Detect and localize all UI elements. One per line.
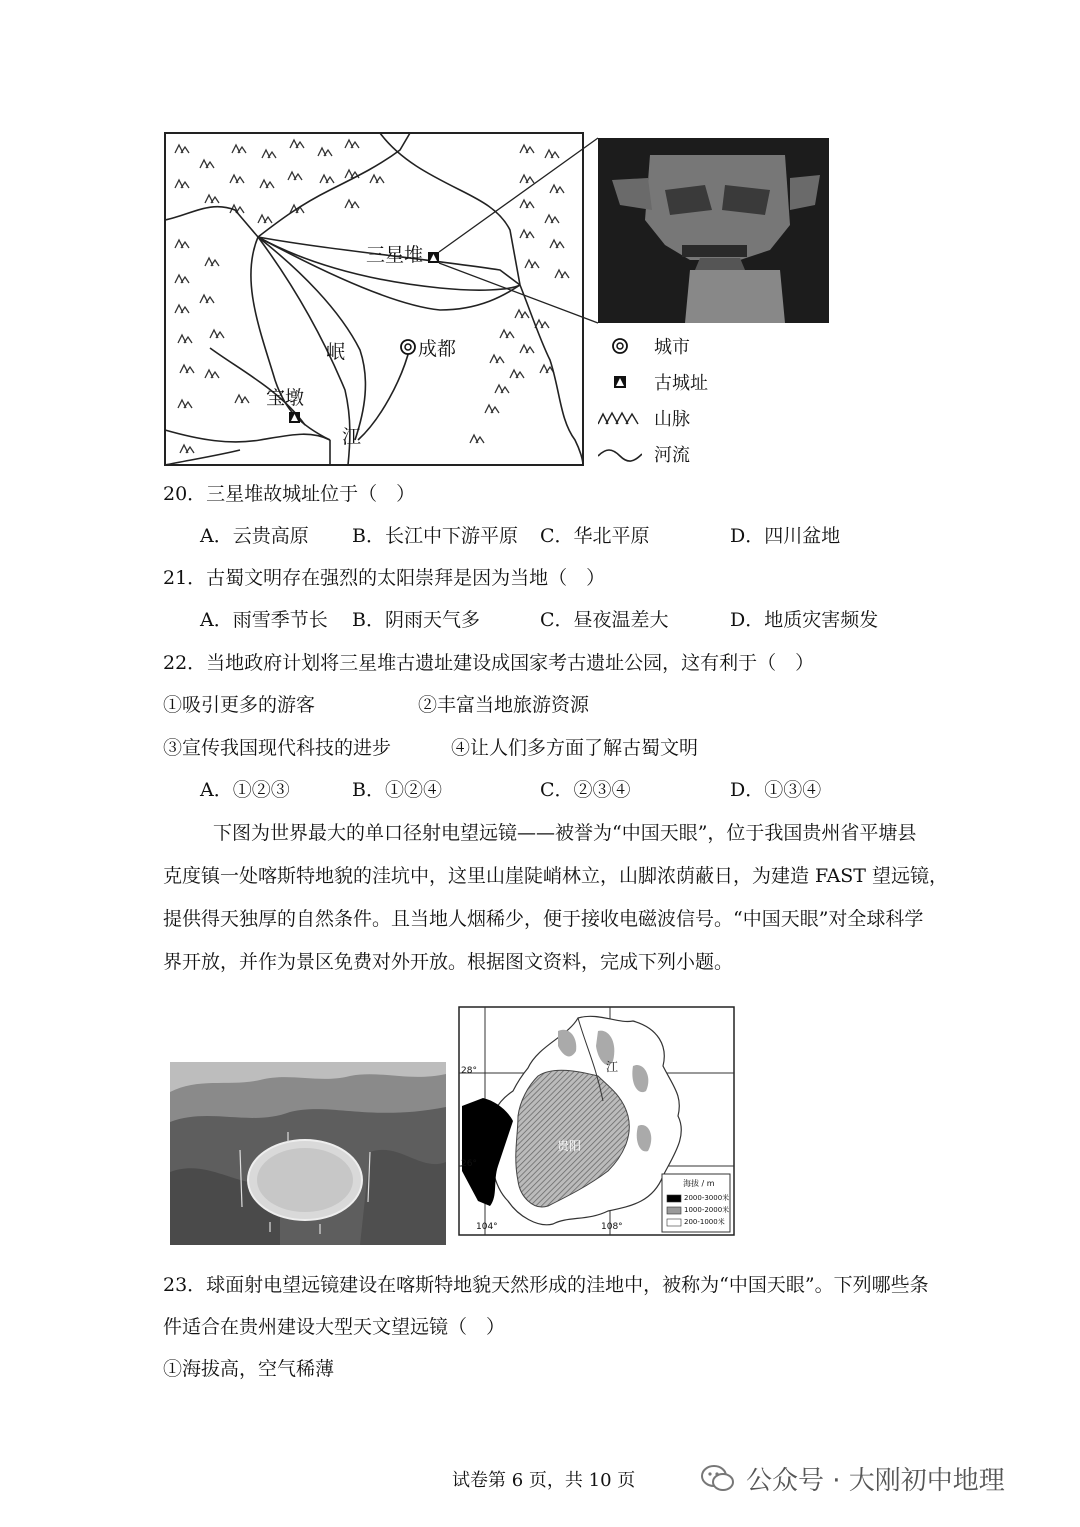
legend-1000-2000: 1000-2000米 (684, 1206, 730, 1214)
lat-28-label: 28° (461, 1066, 477, 1076)
page-number: 试卷第 6 页，共 10 页 (452, 1470, 636, 1491)
passage-line: 克度镇一处喀斯特地貌的洼坑中，这里山崖陡峭林立，山脚浓荫蔽日，为建造 FAST 望远镜， (163, 865, 949, 887)
lon-108-label: 108° (601, 1222, 623, 1232)
passage-line: 界开放，并作为景区免费对外开放。根据图文资料，完成下列小题。 (163, 951, 734, 973)
q22-option-d[interactable]: D．①③④ (730, 779, 822, 801)
q23-item-1: ①海拔高，空气稀薄 (163, 1358, 335, 1380)
river-icon (598, 444, 642, 464)
legend-2000-3000: 2000-3000米 (684, 1194, 730, 1202)
wechat-icon (700, 1463, 736, 1495)
legend-200-1000: 200-1000米 (684, 1218, 725, 1226)
q20-stem: 20．三星堆故城址位于（ ） (163, 483, 416, 505)
legend-label: 城市 (654, 337, 690, 358)
passage-line: 下图为世界最大的单口径射电望远镜——被誉为“中国天眼”，位于我国贵州省平塘县 (213, 822, 917, 844)
q22-option-c[interactable]: C．②③④ (540, 779, 631, 801)
q21-option-d[interactable]: D．地质灾害频发 (730, 609, 879, 631)
legend-label: 河流 (654, 445, 690, 466)
q21-stem: 21．古蜀文明存在强烈的太阳崇拜是因为当地（ ） (163, 567, 606, 589)
q22-item-3: ③宣传我国现代科技的进步 (163, 737, 392, 759)
bronze-mask-photo (598, 138, 829, 323)
watermark-text: 公众号 · 大刚初中地理 (746, 1466, 1005, 1496)
chengdu-label: 成都 (418, 338, 457, 360)
guiyang-label: 贵阳 (557, 1139, 582, 1153)
legend-river (598, 436, 708, 472)
legend-city (598, 328, 708, 364)
lon-104-label: 104° (476, 1222, 498, 1232)
mountain-range-icon (598, 408, 642, 428)
legend-mountain (598, 400, 708, 436)
wujiang-label: 江 (606, 1060, 619, 1074)
legend-label: 古城址 (654, 373, 708, 394)
q22-stem: 22．当地政府计划将三星堆古遗址建设成国家考古遗址公园，这有利于（ ） (163, 652, 815, 674)
q20-option-c[interactable]: C．华北平原 (540, 525, 650, 547)
passage (163, 812, 949, 984)
elevation-legend-title: 海拔 / m (683, 1179, 715, 1188)
legend-site (598, 364, 708, 400)
legend-label: 山脉 (654, 409, 690, 430)
lat-26-label: 26° (461, 1159, 477, 1169)
baodun-label: 宝墩 (266, 387, 305, 409)
map1-legend (598, 328, 708, 472)
passage-line: 提供得天独厚的自然条件。且当地人烟稀少，便于接收电磁波信号。“中国天眼”对全球科学 (163, 908, 924, 930)
min-river-label: 岷 (326, 341, 346, 363)
q22-option-b[interactable]: B．①②④ (352, 779, 442, 801)
wechat-watermark (700, 1460, 1005, 1497)
q21-option-c[interactable]: C．昼夜温差大 (540, 609, 669, 631)
q23-stem-line2: 件适合在贵州建设大型天文望远镜（ ） (163, 1316, 506, 1338)
city-symbol-icon (598, 336, 642, 356)
q23-stem-line1: 23．球面射电望远镜建设在喀斯特地貌天然形成的洼地中，被称为“中国天眼”。下列哪些条 (163, 1274, 929, 1296)
chengdu-city-icon (401, 340, 415, 354)
sanxingdui-map (0, 0, 1080, 480)
sanxingdui-label: 三星堆 (366, 244, 424, 266)
q22-item-2: ②丰富当地旅游资源 (418, 694, 590, 716)
q22-option-a[interactable]: A．①②③ (200, 779, 290, 801)
q20-option-d[interactable]: D．四川盆地 (730, 525, 841, 547)
q22-item-1: ①吸引更多的游客 (163, 694, 316, 716)
ancient-city-site-icon (598, 372, 642, 392)
q21-option-a[interactable]: A．雨雪季节长 (200, 609, 328, 631)
fast-telescope-photo (170, 1062, 446, 1245)
q21-option-b[interactable]: B．阴雨天气多 (352, 609, 480, 631)
q20-option-b[interactable]: B．长江中下游平原 (352, 525, 518, 547)
jiang-river-label: 江 (342, 426, 362, 448)
q22-item-4: ④让人们多方面了解古蜀文明 (451, 737, 699, 759)
q20-option-a[interactable]: A．云贵高原 (200, 525, 309, 547)
